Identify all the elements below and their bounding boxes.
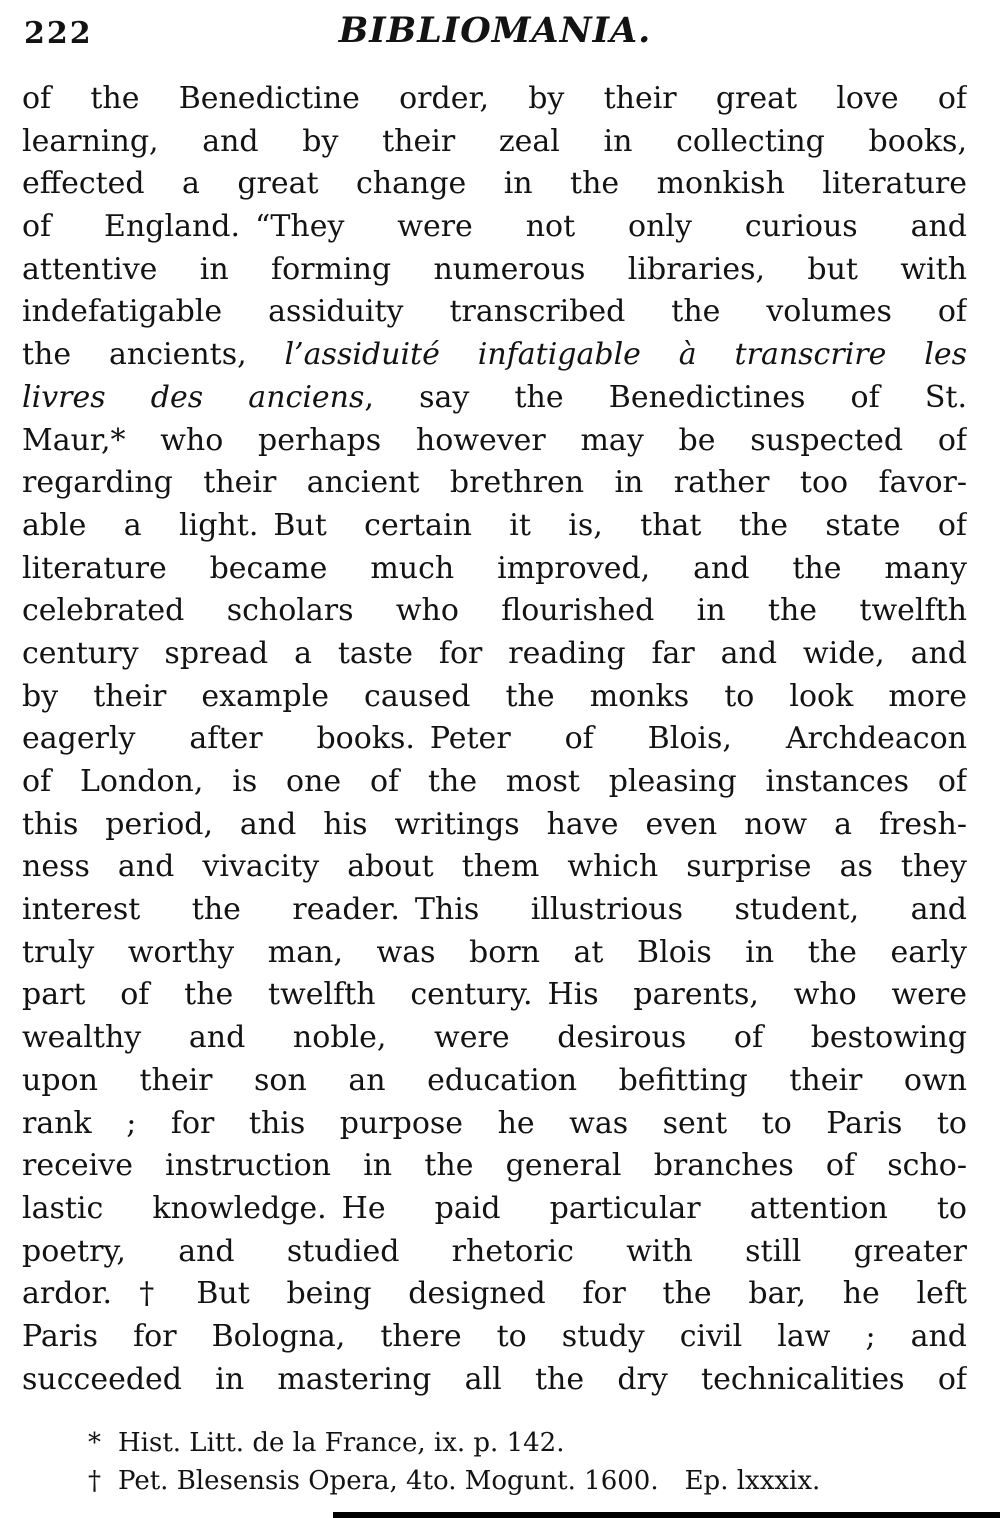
text-segment: by their example caused the monks to look more xyxy=(22,678,967,714)
text-segment: receive instruction in the general branches of scho- xyxy=(22,1148,967,1184)
text-line xyxy=(22,1188,967,1231)
text-line xyxy=(22,804,967,847)
text-segment: attentive in forming numerous libraries, but with xyxy=(22,251,967,287)
text-segment: part of the twelfth century. His parents, who were xyxy=(22,977,967,1013)
text-segment: able a light. But certain it is, that the state of xyxy=(22,507,967,543)
text-segment: effected a great change in the monkish literature xyxy=(22,166,967,202)
text-line xyxy=(22,1231,967,1274)
footnotes xyxy=(88,1424,960,1500)
text-line xyxy=(22,121,967,164)
text-segment: of the Benedictine order, by their great love of xyxy=(22,81,967,116)
text-segment: literature became much improved, and the many xyxy=(22,550,967,586)
text-segment: of England. “They were not only curious and xyxy=(22,209,967,245)
text-line xyxy=(22,505,967,548)
footnote-line xyxy=(88,1424,960,1462)
text-segment: , say the Benedictines of St. xyxy=(364,379,967,415)
text-segment: regarding their ancient brethren in rather too favor- xyxy=(22,465,967,501)
text-line xyxy=(22,633,967,676)
text-segment: of London, is one of the most pleasing instances of xyxy=(22,764,967,799)
text-line xyxy=(22,590,967,633)
text-segment: eagerly after books. Peter of Blois, Archdeacon xyxy=(22,721,967,757)
footnote-text: Pet. Blesensis Opera, 4to. Mogunt. 1600. Ep. lxxxix. xyxy=(118,1466,821,1496)
text-line xyxy=(22,889,967,932)
text-line xyxy=(22,932,967,975)
text-segment: celebrated scholars who flourished in the twelfth xyxy=(22,593,967,629)
text-line xyxy=(22,78,967,121)
text-line xyxy=(22,1017,967,1060)
text-line xyxy=(22,334,967,377)
text-line xyxy=(22,718,967,761)
footnote-marker: † xyxy=(88,1466,101,1496)
page-number: 222 xyxy=(24,16,93,51)
text-line xyxy=(22,846,967,889)
text-segment: lastic knowledge. He paid particular attention to xyxy=(22,1190,967,1226)
text-segment: the ancients, xyxy=(22,337,285,373)
text-line xyxy=(22,420,967,463)
text-line xyxy=(22,1359,967,1402)
text-segment: poetry, and studied rhetoric with still greater xyxy=(22,1233,967,1269)
text-line xyxy=(22,163,967,206)
text-line xyxy=(22,291,967,334)
text-line xyxy=(22,1273,967,1316)
text-line xyxy=(22,1316,967,1359)
text-segment: indefatigable assiduity transcribed the volumes of xyxy=(22,294,967,330)
text-segment: interest the reader. This illustrious student, and xyxy=(22,892,967,928)
text-line xyxy=(22,249,967,292)
text-segment: rank ; for this purpose he was sent to Paris to xyxy=(22,1105,967,1141)
text-segment: succeeded in mastering all the dry technicalities of xyxy=(22,1361,967,1397)
body-text xyxy=(22,78,967,1401)
text-line xyxy=(22,462,967,505)
running-title: BIBLIOMANIA. xyxy=(338,10,652,51)
text-line xyxy=(22,548,967,591)
text-segment: wealthy and noble, were desirous of bestowing xyxy=(22,1020,967,1056)
text-segment: ness and vivacity about them which surprise as they xyxy=(22,849,967,885)
text-segment: Paris for Bologna, there to study civil law ; and xyxy=(22,1318,967,1354)
text-line xyxy=(22,1060,967,1103)
italic-text-segment: l’assiduité infatigable à transcrire les xyxy=(284,337,967,373)
text-segment: upon their son an education befitting their own xyxy=(22,1062,967,1098)
text-line xyxy=(22,761,967,804)
text-segment: this period, and his writings have even now a fresh- xyxy=(22,806,967,842)
text-segment: ardor.† But being designed for the bar, he left xyxy=(22,1276,967,1312)
text-line xyxy=(22,206,967,249)
scan-edge-artifact xyxy=(333,1512,1000,1518)
text-line xyxy=(22,377,967,420)
text-segment: learning, and by their zeal in collecting books, xyxy=(22,123,967,159)
footnote-marker: * xyxy=(88,1428,101,1458)
text-segment: century spread a taste for reading far and wide, and xyxy=(22,635,967,671)
text-line xyxy=(22,1145,967,1188)
italic-text-segment: livres des anciens xyxy=(22,379,365,415)
text-segment: Maur,* who perhaps however may be suspected of xyxy=(22,422,967,458)
text-line xyxy=(22,1103,967,1146)
page-header xyxy=(24,10,966,58)
footnote-line xyxy=(88,1462,960,1500)
text-segment: truly worthy man, was born at Blois in the early xyxy=(22,934,967,970)
footnote-text: Hist. Litt. de la France, ix. p. 142. xyxy=(118,1428,565,1458)
text-line xyxy=(22,974,967,1017)
text-line xyxy=(22,676,967,719)
